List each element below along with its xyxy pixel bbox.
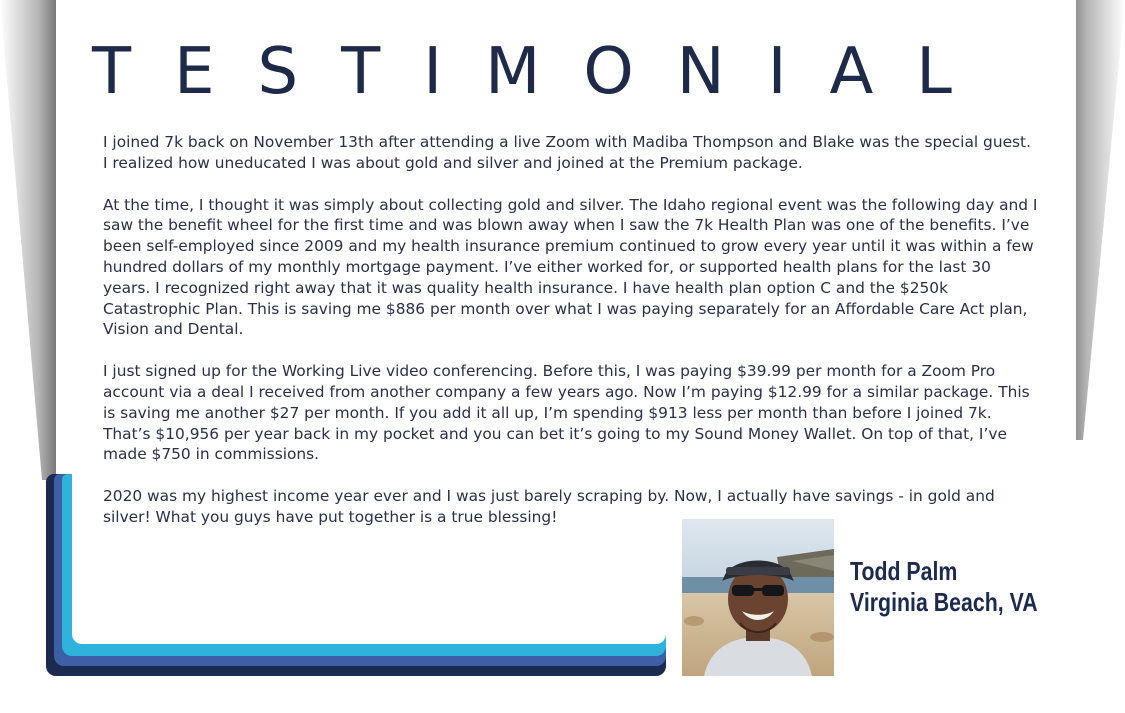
page-title: TESTIMONIAL <box>92 35 995 109</box>
paragraph: 2020 was my highest income year ever and I was just barely scraping by. Now, I actually have savings - in gold and silver! What you guys have put together is a true blessing! <box>103 487 995 526</box>
paragraph: I joined 7k back on November 13th after attending a live Zoom with Madiba Thompson and Blake was the special guest. I realized how uneducated I was about gold and silver and joined at the Premium package. <box>103 133 1031 172</box>
author-name: Todd Palm <box>850 556 958 586</box>
author-photo <box>682 519 834 676</box>
testimonial-body <box>103 132 1038 549</box>
author-photo-illustration <box>682 519 834 676</box>
paragraph: At the time, I thought it was simply about collecting gold and silver. The Idaho regional event was the following day and I saw the benefit wheel for the first time and was blown away when I saw the 7k Health Plan was one of the benefits. I’ve been self-employed since 2009 and my health insurance premium continued to grow every year until it was within a few hundred dollars of my monthly mortgage payment. I’ve either worked for, or supported health plans for the last 30 years. I recognized right away that it was quality health insurance. I have health plan option C and the $250k Catastrophic Plan. This is saving me $886 per month over what I was paying separately for an Affordable Care Act plan, Vision and Dental. <box>103 195 1038 339</box>
paragraph: I just signed up for the Working Live video conferencing. Before this, I was paying $39.99 per month for a Zoom Pro account via a deal I received from another company a few years ago. Now I’m paying $12.99 for a similar package. This is saving me another $27 per month. If you add it all up, I’m spending $913 less per month than before I joined 7k. That’s $10,956 per year back in my pocket and you can bet it’s going to my Sound Money Wallet. On top of that, I’ve made $750 in commissions. <box>103 362 1030 464</box>
author-block <box>850 556 1038 618</box>
author-location: Virginia Beach, VA <box>850 587 1038 617</box>
